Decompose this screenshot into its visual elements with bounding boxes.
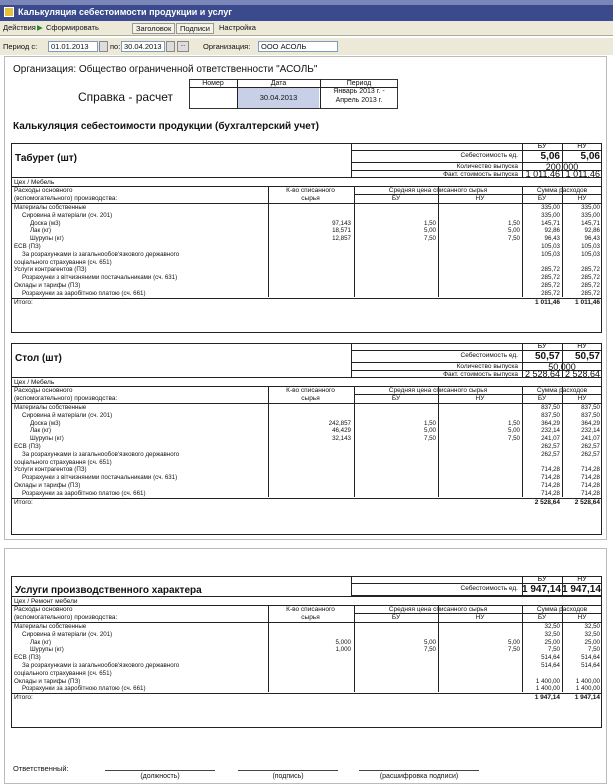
total-nu: 1 947,14 bbox=[574, 694, 600, 702]
row-anu: 5,00 bbox=[507, 638, 520, 646]
sub-nu: НУ bbox=[475, 614, 485, 621]
date-to-input[interactable]: 30.04.2013 bbox=[121, 41, 165, 52]
block-stool bbox=[11, 143, 602, 333]
col-nu: НУ bbox=[577, 576, 587, 583]
row-bu: 714,28 bbox=[541, 489, 560, 497]
row-abu: 7,50 bbox=[423, 435, 436, 443]
hdr-avg: Средняя цена списанного сырья bbox=[388, 387, 488, 394]
row-bu: 285,72 bbox=[541, 274, 560, 282]
row-label: Услуги контрагентов (ПЗ) bbox=[14, 466, 87, 474]
row-q: 32,143 bbox=[332, 435, 351, 443]
row-abu: 5,00 bbox=[423, 427, 436, 435]
row-q: 18,571 bbox=[332, 227, 351, 235]
sub-nu: НУ bbox=[577, 195, 587, 202]
header-button[interactable]: Заголовок bbox=[132, 23, 175, 34]
block-services bbox=[11, 576, 602, 728]
sub-bu: БУ bbox=[391, 195, 401, 202]
row-bu: 514,64 bbox=[541, 654, 560, 662]
row-anu: 7,50 bbox=[507, 235, 520, 243]
dept-label: Цех / Мебель bbox=[14, 379, 55, 386]
row-bu: 285,72 bbox=[541, 266, 560, 274]
row-bu: 96,43 bbox=[544, 235, 560, 243]
hdr-expenses-1: Расходы основного bbox=[14, 387, 73, 394]
row-bu: 714,28 bbox=[541, 466, 560, 474]
col-nu: НУ bbox=[577, 343, 587, 350]
row-q: 97,143 bbox=[332, 219, 351, 227]
sub-nu: НУ bbox=[475, 195, 485, 202]
sub-nu: НУ bbox=[577, 395, 587, 402]
cert-title: Справка - расчет bbox=[78, 90, 173, 104]
signature-line bbox=[105, 770, 215, 771]
sub-bu: БУ bbox=[537, 395, 547, 402]
row-bu: 232,14 bbox=[541, 427, 560, 435]
hdr-expenses-2: (вспомогательного) производства: bbox=[14, 614, 118, 621]
row-label: соціального страхування (сч. 651) bbox=[14, 669, 112, 677]
row-label: Сировина й матеріали (сч. 201) bbox=[22, 211, 113, 219]
row-bu: 1 400,00 bbox=[535, 685, 560, 693]
hdr-qty-1: К-во списанного bbox=[286, 387, 335, 394]
row-bu: 837,50 bbox=[541, 404, 560, 411]
row-label: Розрахунки з вітчизняними постачальниками (сч. 631) bbox=[22, 274, 178, 282]
sub-bu: БУ bbox=[537, 195, 547, 202]
row-bu: 335,00 bbox=[541, 211, 560, 219]
row-label: Шурупы (кг) bbox=[30, 646, 64, 654]
qty-value: 200,000 bbox=[545, 162, 579, 172]
signature-line bbox=[238, 770, 338, 771]
hdr-qty-1: К-во списанного bbox=[286, 606, 335, 613]
date-value: 30.04.2013 bbox=[238, 88, 319, 108]
row-bu: 25,00 bbox=[544, 638, 560, 646]
row-nu: 714,28 bbox=[581, 482, 600, 489]
hdr-qty-2: сырья bbox=[301, 614, 320, 621]
row-nu: 105,03 bbox=[581, 243, 600, 250]
row-nu: 285,72 bbox=[581, 274, 600, 282]
row-q: 242,857 bbox=[328, 419, 351, 427]
row-anu: 7,50 bbox=[507, 646, 520, 654]
row-nu: 232,14 bbox=[581, 427, 600, 435]
period-from-label: Период с: bbox=[3, 42, 38, 51]
calendar-icon[interactable] bbox=[166, 41, 175, 52]
actions-menu[interactable]: Действия bbox=[3, 23, 36, 32]
hdr-qty-2: сырья bbox=[301, 195, 320, 202]
fact-bu: 1 011,46 bbox=[525, 169, 560, 179]
row-nu: 714,28 bbox=[581, 474, 600, 482]
row-label: Сировина й матеріали (сч. 201) bbox=[22, 411, 113, 419]
fact-nu: 2 528,64 bbox=[564, 369, 600, 379]
block-name: Услуги производственного характера bbox=[15, 585, 202, 596]
fact-bu: 2 528,64 bbox=[524, 369, 560, 379]
generate-button[interactable]: Сформировать bbox=[46, 23, 99, 32]
row-label: Оклады и тарифы (ПЗ) bbox=[14, 282, 81, 289]
hdr-expenses-2: (вспомогательного) производства: bbox=[14, 195, 118, 202]
row-label: Доска (м3) bbox=[30, 419, 61, 427]
row-bu: 1 400,00 bbox=[535, 677, 560, 685]
signatures-button[interactable]: Подписи bbox=[176, 23, 214, 34]
total-label: Итого: bbox=[14, 498, 33, 506]
row-bu: 837,50 bbox=[541, 411, 560, 419]
row-abu: 1,50 bbox=[423, 219, 436, 227]
row-nu: 364,29 bbox=[581, 419, 600, 427]
row-label: Шурупы (кг) bbox=[30, 435, 64, 443]
date-from-input[interactable]: 01.01.2013 bbox=[48, 41, 98, 52]
row-bu: 714,28 bbox=[541, 474, 560, 482]
period-select-button[interactable]: ... bbox=[177, 41, 189, 52]
organization-line: Организация: Общество ограниченной ответственности "АСОЛЬ" bbox=[13, 64, 318, 75]
hdr-qty-1: К-во списанного bbox=[286, 187, 335, 194]
hdr-sum: Сумма расходов bbox=[536, 387, 588, 394]
period-value-2: Апрель 2013 г. bbox=[335, 97, 383, 104]
row-q: 46,429 bbox=[332, 427, 351, 435]
sub-bu: БУ bbox=[391, 614, 401, 621]
row-label: Розрахунки за заробітною платою (сч. 661) bbox=[22, 289, 146, 297]
row-label: За розрахунками із загальнообов'язкового державного bbox=[22, 250, 180, 258]
unit-cost-nu: 5,06 bbox=[580, 151, 600, 162]
unit-cost-nu: 1 947,14 bbox=[562, 584, 601, 595]
divider bbox=[11, 177, 602, 178]
row-anu: 5,00 bbox=[507, 427, 520, 435]
hdr-sum: Сумма расходов bbox=[536, 606, 588, 613]
row-nu: 335,00 bbox=[581, 204, 600, 211]
row-abu: 5,00 bbox=[423, 638, 436, 646]
sign-caption: (подпись) bbox=[272, 773, 304, 780]
sub-nu: НУ bbox=[475, 395, 485, 402]
row-nu: 92,86 bbox=[584, 227, 600, 235]
row-bu: 7,50 bbox=[547, 646, 560, 654]
params-bar bbox=[0, 38, 613, 55]
row-label: Розрахунки за заробітною платою (сч. 661) bbox=[22, 685, 146, 693]
signature-line bbox=[359, 770, 479, 771]
row-label: Материалы собственные bbox=[14, 204, 87, 211]
hdr-avg: Средняя цена списанного сырья bbox=[388, 606, 488, 613]
period-value-1: Январь 2013 г. - bbox=[333, 88, 385, 95]
fact-label: Факт. стоимость выпуска bbox=[443, 371, 518, 378]
unit-cost-bu: 5,06 bbox=[540, 151, 560, 162]
row-nu: 262,57 bbox=[581, 450, 600, 458]
divider bbox=[11, 596, 602, 597]
total-bu: 1 011,46 bbox=[535, 298, 560, 306]
decode-caption: (расшифровка подписи) bbox=[379, 773, 459, 780]
divider bbox=[11, 403, 602, 404]
row-bu: 714,28 bbox=[541, 482, 560, 489]
row-bu: 105,03 bbox=[541, 243, 560, 250]
total-bu: 2 528,64 bbox=[534, 498, 560, 506]
position-caption: (должность) bbox=[140, 773, 180, 780]
row-abu: 7,50 bbox=[423, 646, 436, 654]
row-label: Материалы собственные bbox=[14, 404, 87, 411]
hdr-sum: Сумма расходов bbox=[536, 187, 588, 194]
row-label: Услуги контрагентов (ПЗ) bbox=[14, 266, 87, 274]
fact-label: Факт. стоимость выпуска bbox=[443, 171, 518, 178]
total-label: Итого: bbox=[14, 694, 33, 702]
unit-cost-bu: 50,57 bbox=[534, 351, 560, 362]
report-page-1 bbox=[4, 56, 607, 540]
col-bu: БУ bbox=[537, 343, 547, 350]
row-label: Лак (кг) bbox=[30, 227, 52, 235]
window-title: Калькуляция себестоимости продукции и услуг bbox=[18, 7, 232, 17]
unit-cost-label: Себестоимость ед. bbox=[460, 152, 518, 159]
row-bu: 335,00 bbox=[541, 204, 560, 211]
qty-value: 50,000 bbox=[548, 362, 576, 372]
row-nu: 335,00 bbox=[581, 211, 600, 219]
total-nu: 1 011,46 bbox=[575, 298, 600, 306]
row-bu: 92,86 bbox=[544, 227, 560, 235]
row-anu: 7,50 bbox=[507, 435, 520, 443]
row-label: Розрахунки з вітчизняними постачальниками (сч. 631) bbox=[22, 474, 178, 482]
row-label: Материалы собственные bbox=[14, 623, 87, 630]
settings-button[interactable]: Настройка bbox=[219, 23, 256, 32]
total-label: Итого: bbox=[14, 298, 33, 306]
row-nu: 514,64 bbox=[581, 662, 600, 669]
row-nu: 714,28 bbox=[581, 489, 600, 497]
hdr-expenses-1: Расходы основного bbox=[14, 187, 73, 194]
row-bu: 241,07 bbox=[541, 435, 560, 443]
hdr-avg: Средняя цена списанного сырья bbox=[388, 187, 488, 194]
row-label: Шурупы (кг) bbox=[30, 235, 64, 243]
row-bu: 285,72 bbox=[541, 289, 560, 297]
unit-cost-bu: 1 947,14 bbox=[522, 584, 561, 595]
row-bu: 32,50 bbox=[544, 630, 560, 638]
row-nu: 32,50 bbox=[584, 630, 600, 638]
row-anu: 5,00 bbox=[507, 227, 520, 235]
total-bu: 1 947,14 bbox=[534, 694, 560, 702]
row-nu: 285,72 bbox=[581, 266, 600, 274]
row-nu: 145,71 bbox=[581, 219, 600, 227]
row-label: Оклады и тарифы (ПЗ) bbox=[14, 677, 81, 685]
row-nu: 262,57 bbox=[581, 443, 600, 450]
row-label: соціального страхування (сч. 651) bbox=[14, 458, 112, 466]
row-label: Сировина й матеріали (сч. 201) bbox=[22, 630, 113, 638]
row-label: Розрахунки за заробітною платою (сч. 661) bbox=[22, 489, 146, 497]
qty-label: Количество выпуска bbox=[456, 163, 518, 170]
row-q: 12,857 bbox=[332, 235, 351, 243]
row-nu: 96,43 bbox=[584, 235, 600, 243]
row-nu: 714,28 bbox=[581, 466, 600, 474]
row-label: соціального страхування (сч. 651) bbox=[14, 258, 112, 266]
col-bu: БУ bbox=[537, 576, 547, 583]
row-nu: 837,50 bbox=[581, 404, 600, 411]
row-label: Доска (м3) bbox=[30, 219, 61, 227]
row-label: Лак (кг) bbox=[30, 638, 52, 646]
row-label: ЕСВ (ПЗ) bbox=[14, 654, 41, 662]
row-q: 1,000 bbox=[335, 646, 351, 654]
org-input[interactable]: ООО АСОЛЬ bbox=[258, 41, 338, 52]
sub-bu: БУ bbox=[537, 614, 547, 621]
sub-bu: БУ bbox=[391, 395, 401, 402]
hdr-expenses-1: Расходы основного bbox=[14, 606, 73, 613]
row-nu: 514,64 bbox=[581, 654, 600, 662]
org-label: Организация: bbox=[203, 42, 251, 51]
row-bu: 105,03 bbox=[541, 250, 560, 258]
row-nu: 7,50 bbox=[587, 646, 600, 654]
divider bbox=[11, 693, 602, 694]
row-nu: 32,50 bbox=[584, 623, 600, 630]
main-title: Калькуляция себестоимости продукции (бухгалтерский учет) bbox=[13, 121, 319, 132]
row-label: Лак (кг) bbox=[30, 427, 52, 435]
row-nu: 285,72 bbox=[581, 282, 600, 289]
row-bu: 364,29 bbox=[541, 419, 560, 427]
row-nu: 25,00 bbox=[584, 638, 600, 646]
dept-label: Цех / Мебель bbox=[14, 179, 55, 186]
row-label: За розрахунками із загальнообов'язкового державного bbox=[22, 450, 180, 458]
row-nu: 105,03 bbox=[581, 250, 600, 258]
block-name: Табурет (шт) bbox=[15, 153, 78, 164]
row-abu: 7,50 bbox=[423, 235, 436, 243]
top-menu-strip bbox=[0, 0, 613, 5]
unit-cost-label: Себестоимость ед. bbox=[460, 352, 518, 359]
col-period: Период bbox=[346, 80, 372, 87]
divider bbox=[11, 498, 602, 499]
dept-label: Цех / Ремонт мебели bbox=[14, 598, 78, 605]
row-label: Оклады и тарифы (ПЗ) bbox=[14, 482, 81, 489]
block-table bbox=[11, 343, 602, 535]
row-nu: 1 400,00 bbox=[575, 685, 600, 693]
block-name: Стол (шт) bbox=[15, 353, 62, 364]
row-bu: 32,50 bbox=[544, 623, 560, 630]
window-titlebar bbox=[0, 0, 613, 21]
signature-label: Ответственный: bbox=[13, 764, 69, 773]
report-icon bbox=[4, 7, 14, 17]
divider bbox=[11, 203, 602, 204]
fact-nu: 1 011,46 bbox=[565, 169, 600, 179]
row-nu: 285,72 bbox=[581, 289, 600, 297]
col-nu: НУ bbox=[577, 143, 587, 150]
sub-nu: НУ bbox=[577, 614, 587, 621]
hdr-expenses-2: (вспомогательного) производства: bbox=[14, 395, 118, 402]
row-bu: 145,71 bbox=[541, 219, 560, 227]
hdr-qty-2: сырья bbox=[301, 395, 320, 402]
row-anu: 1,50 bbox=[507, 419, 520, 427]
col-bu: БУ bbox=[537, 143, 547, 150]
row-bu: 285,72 bbox=[541, 282, 560, 289]
row-bu: 514,64 bbox=[541, 662, 560, 669]
divider bbox=[11, 298, 602, 299]
report-page-2 bbox=[4, 548, 607, 784]
col-date: Дата bbox=[270, 80, 287, 87]
row-label: ЕСВ (ПЗ) bbox=[14, 443, 41, 450]
row-nu: 837,50 bbox=[581, 411, 600, 419]
row-bu: 262,57 bbox=[541, 450, 560, 458]
row-nu: 241,07 bbox=[581, 435, 600, 443]
toolbar bbox=[0, 21, 613, 36]
row-q: 5,000 bbox=[335, 638, 351, 646]
col-number: Номер bbox=[202, 80, 224, 87]
unit-cost-label: Себестоимость ед. bbox=[460, 585, 518, 592]
divider bbox=[11, 622, 602, 623]
period-to-label: по: bbox=[110, 42, 121, 51]
row-label: За розрахунками із загальнообов'язкового державного bbox=[22, 662, 180, 669]
row-anu: 1,50 bbox=[507, 219, 520, 227]
row-abu: 1,50 bbox=[423, 419, 436, 427]
calendar-icon[interactable] bbox=[99, 41, 108, 52]
row-abu: 5,00 bbox=[423, 227, 436, 235]
qty-label: Количество выпуска bbox=[456, 363, 518, 370]
row-bu: 262,57 bbox=[541, 443, 560, 450]
divider bbox=[11, 377, 602, 378]
row-nu: 1 400,00 bbox=[575, 677, 600, 685]
play-icon: ▶ bbox=[37, 23, 43, 32]
total-nu: 2 528,64 bbox=[574, 498, 600, 506]
row-label: ЕСВ (ПЗ) bbox=[14, 243, 41, 250]
unit-cost-nu: 50,57 bbox=[574, 351, 600, 362]
